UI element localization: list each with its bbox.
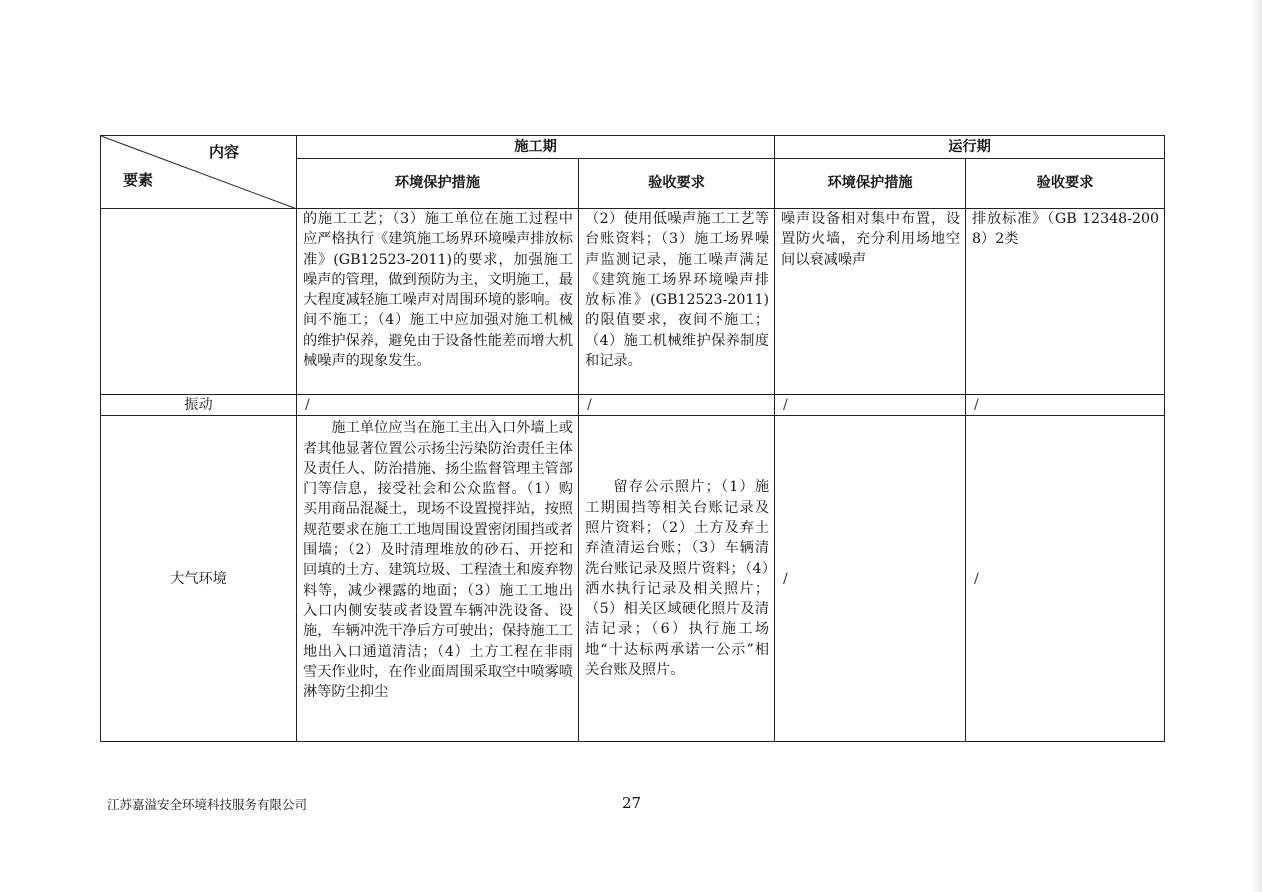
vibration-construction-measures-cell: [297, 395, 579, 416]
air-construction-acceptance-cell: [579, 416, 775, 742]
noise-operation-measures-text: 噪声设备相对集中布置，设置防火墙，充分利用场地空间以衰减噪声: [781, 211, 961, 268]
corner-content-label: 内容: [209, 143, 240, 161]
vibration-construction-measures-value: /: [305, 397, 310, 413]
air-element-cell: 大气环境: [101, 416, 297, 742]
operation-acceptance-header: 验收要求: [966, 159, 1165, 209]
operation-measures-header: 环境保护措施: [775, 159, 966, 209]
air-construction-measures-text: 施工单位应当在施工主出入口外墙上或者其他显著位置公示扬尘污染防治责任主体及责任人、防治措施、扬尘监督管理主管部门等信息，接受社会和公众监督。（1）购买用商品混凝土，现场不设置搅拌站，按照规范要求在施工工地周围设置密闭围挡或者围墙；（2）及时清理堆放的砂石、开挖和回填的土方、建筑垃圾、工程渣土和废弃物料等，减少裸露的地面；（3）施工工地出入口内侧安装或者设置车辆冲洗设备、设施，车辆冲洗干净后方可驶出；保持施工工地出入口通道清洁；（4）土方工程在非雨雪天作业时，在作业面周围采取空中喷雾喷淋等防尘抑尘: [303, 420, 573, 701]
construction-acceptance-header: 验收要求: [579, 159, 775, 209]
noise-construction-measures-text: 的施工工艺；（3）施工单位在施工过程中应严格执行《建筑施工场界环境噪声排放标准》(GB12523-2011)的要求，加强施工噪声的管理，做到预防为主，文明施工，最大程度减轻施工噪声对周围环境的影响。夜间不施工；（4）施工中应加强对施工机械的维护保养，避免由于设备性能差而增大机械噪声的现象发生。: [303, 211, 573, 370]
air-operation-acceptance-cell: [966, 416, 1165, 742]
air-operation-measures-value: /: [783, 570, 788, 587]
noise-operation-measures-cell: [775, 209, 966, 395]
noise-element-cell: [101, 209, 297, 395]
air-construction-acceptance-text: 留存公示照片；（1）施工期围挡等相关台账记录及照片资料；（2）土方及弃土弃渣清运台账；（3）车辆清洗台账记录及照片资料；（4）洒水执行记录及相关照片；（5）相关区域硬化照片及清洁记录；（6）执行施工场地“十达标两承诺一公示”相关台账及照片。: [585, 479, 770, 678]
corner-element-label: 要素: [123, 171, 154, 189]
vibration-construction-acceptance-value: /: [587, 397, 592, 413]
construction-phase-header: 施工期: [297, 136, 775, 159]
noise-construction-acceptance-cell: [579, 209, 775, 395]
construction-measures-header: 环境保护措施: [297, 159, 579, 209]
noise-operation-acceptance-cell: [966, 209, 1165, 395]
page-edge-shadow: [1252, 0, 1262, 892]
table-row-noise: [101, 209, 1165, 395]
table-row-phase-headers: [101, 136, 1165, 159]
table-row-air: [101, 416, 1165, 742]
air-construction-measures-cell: [297, 416, 579, 742]
operation-phase-header: 运行期: [775, 136, 1165, 159]
vibration-element-cell: 振动: [101, 395, 297, 416]
vibration-operation-acceptance-cell: [966, 395, 1165, 416]
noise-operation-acceptance-text: 排放标准》（GB 12348-2008）2类: [972, 211, 1160, 248]
table-row-vibration: [101, 395, 1165, 416]
air-operation-acceptance-value: /: [974, 570, 979, 587]
vibration-operation-acceptance-value: /: [974, 397, 979, 413]
corner-header-cell: [101, 136, 297, 209]
environmental-measures-table: [100, 135, 1165, 742]
vibration-construction-acceptance-cell: [579, 395, 775, 416]
air-operation-measures-cell: [775, 416, 966, 742]
vibration-operation-measures-cell: [775, 395, 966, 416]
noise-construction-measures-cell: [297, 209, 579, 395]
footer-company-name: 江苏嘉溢安全环境科技服务有限公司: [107, 797, 308, 812]
noise-construction-acceptance-text: （2）使用低噪声施工工艺等台账资料；（3）施工场界噪声监测记录，施工噪声满足《建筑施工场界环境噪声排放标准》(GB12523-2011)的限值要求，夜间不施工；（4）施工机械维护保养制度和记录。: [585, 211, 770, 370]
footer-page-number: 27: [622, 794, 642, 812]
vibration-operation-measures-value: /: [783, 397, 788, 413]
